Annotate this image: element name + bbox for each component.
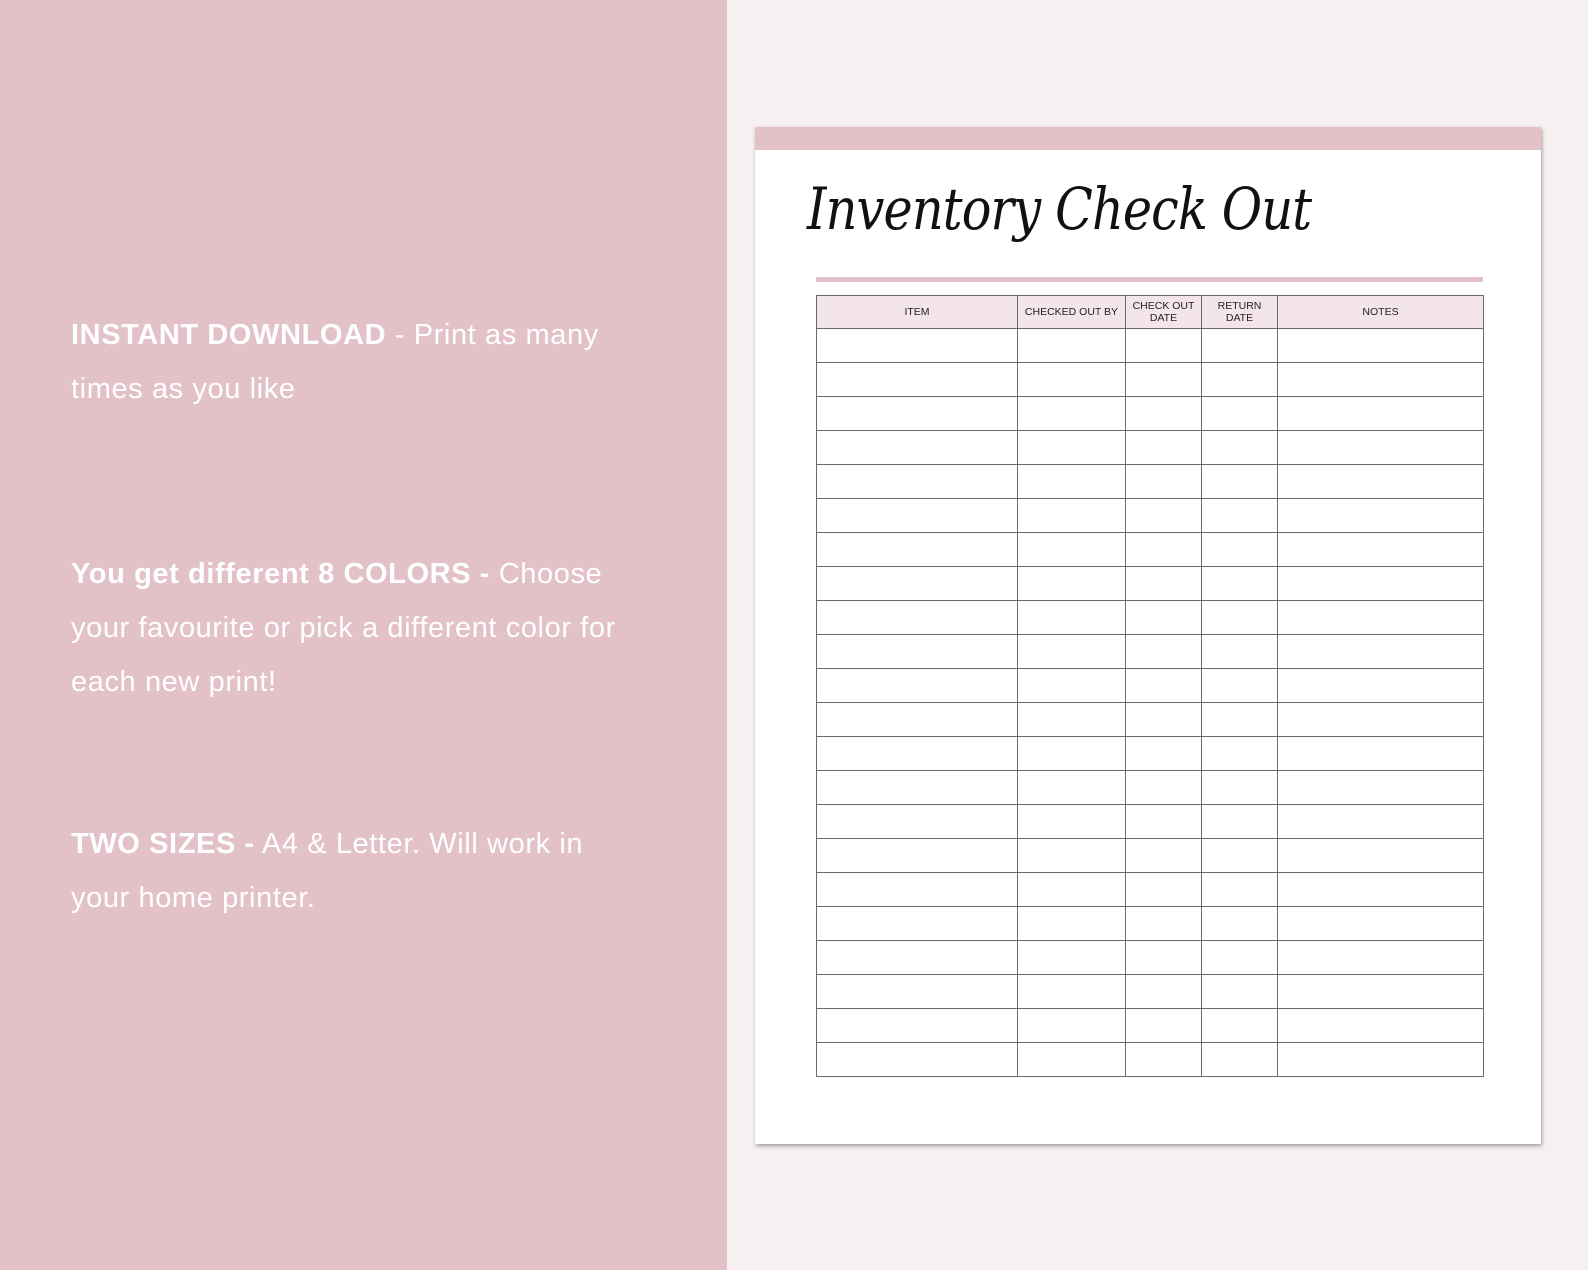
cell-item bbox=[817, 601, 1018, 635]
cell-check-out-date bbox=[1126, 669, 1202, 703]
cell-notes bbox=[1278, 839, 1484, 873]
cell-item bbox=[817, 873, 1018, 907]
cell-checked-out-by bbox=[1018, 703, 1126, 737]
cell-checked-out-by bbox=[1018, 839, 1126, 873]
cell-return-date bbox=[1202, 669, 1278, 703]
cell-checked-out-by bbox=[1018, 805, 1126, 839]
cell-check-out-date bbox=[1126, 363, 1202, 397]
cell-item bbox=[817, 669, 1018, 703]
sheet-title: Inventory Check Out bbox=[807, 175, 1312, 243]
cell-item bbox=[817, 839, 1018, 873]
cell-notes bbox=[1278, 533, 1484, 567]
cell-return-date bbox=[1202, 329, 1278, 363]
cell-notes bbox=[1278, 669, 1484, 703]
cell-checked-out-by bbox=[1018, 873, 1126, 907]
cell-checked-out-by bbox=[1018, 975, 1126, 1009]
cell-item bbox=[817, 533, 1018, 567]
column-header-check-out-date: CHECK OUT DATE bbox=[1126, 296, 1202, 329]
cell-return-date bbox=[1202, 805, 1278, 839]
table-row bbox=[817, 737, 1484, 771]
cell-check-out-date bbox=[1126, 975, 1202, 1009]
cell-check-out-date bbox=[1126, 839, 1202, 873]
cell-item bbox=[817, 975, 1018, 1009]
table-row bbox=[817, 669, 1484, 703]
cell-item bbox=[817, 1043, 1018, 1077]
cell-return-date bbox=[1202, 771, 1278, 805]
cell-checked-out-by bbox=[1018, 363, 1126, 397]
cell-return-date bbox=[1202, 397, 1278, 431]
column-header-return-date: RETURN DATE bbox=[1202, 296, 1278, 329]
cell-return-date bbox=[1202, 1009, 1278, 1043]
cell-item bbox=[817, 771, 1018, 805]
table-row bbox=[817, 601, 1484, 635]
cell-notes bbox=[1278, 771, 1484, 805]
table-row bbox=[817, 329, 1484, 363]
cell-checked-out-by bbox=[1018, 1009, 1126, 1043]
cell-checked-out-by bbox=[1018, 669, 1126, 703]
feature-text: - Print as many times as you like bbox=[71, 319, 599, 405]
cell-checked-out-by bbox=[1018, 601, 1126, 635]
cell-return-date bbox=[1202, 737, 1278, 771]
cell-notes bbox=[1278, 737, 1484, 771]
cell-check-out-date bbox=[1126, 431, 1202, 465]
cell-check-out-date bbox=[1126, 1043, 1202, 1077]
table-row bbox=[817, 1009, 1484, 1043]
cell-checked-out-by bbox=[1018, 907, 1126, 941]
cell-notes bbox=[1278, 941, 1484, 975]
cell-return-date bbox=[1202, 975, 1278, 1009]
cell-checked-out-by bbox=[1018, 941, 1126, 975]
table-row bbox=[817, 431, 1484, 465]
cell-item bbox=[817, 907, 1018, 941]
checkout-log-table bbox=[816, 295, 1484, 1077]
cell-item bbox=[817, 329, 1018, 363]
table-row bbox=[817, 635, 1484, 669]
feature-text: Choose your favourite or pick a different color for each new print! bbox=[71, 558, 616, 698]
cell-notes bbox=[1278, 431, 1484, 465]
cell-return-date bbox=[1202, 907, 1278, 941]
feature-heading: TWO SIZES - bbox=[71, 828, 255, 860]
cell-notes bbox=[1278, 567, 1484, 601]
printable-sheet bbox=[755, 127, 1541, 1144]
table-row bbox=[817, 1043, 1484, 1077]
cell-notes bbox=[1278, 465, 1484, 499]
table-row bbox=[817, 805, 1484, 839]
cell-return-date bbox=[1202, 703, 1278, 737]
cell-check-out-date bbox=[1126, 329, 1202, 363]
feature-heading: INSTANT DOWNLOAD bbox=[71, 319, 387, 351]
cell-check-out-date bbox=[1126, 941, 1202, 975]
cell-notes bbox=[1278, 1043, 1484, 1077]
table-row bbox=[817, 941, 1484, 975]
table-row bbox=[817, 499, 1484, 533]
feature-heading: You get different 8 COLORS - bbox=[71, 558, 491, 590]
title-divider bbox=[816, 277, 1483, 282]
cell-check-out-date bbox=[1126, 635, 1202, 669]
cell-notes bbox=[1278, 499, 1484, 533]
cell-return-date bbox=[1202, 1043, 1278, 1077]
cell-item bbox=[817, 737, 1018, 771]
cell-notes bbox=[1278, 601, 1484, 635]
feature-colors bbox=[71, 547, 631, 709]
cell-checked-out-by bbox=[1018, 737, 1126, 771]
feature-panel bbox=[0, 0, 727, 1270]
table-row bbox=[817, 397, 1484, 431]
cell-checked-out-by bbox=[1018, 329, 1126, 363]
cell-notes bbox=[1278, 329, 1484, 363]
table-row bbox=[817, 975, 1484, 1009]
cell-item bbox=[817, 431, 1018, 465]
cell-checked-out-by bbox=[1018, 499, 1126, 533]
cell-item bbox=[817, 499, 1018, 533]
cell-checked-out-by bbox=[1018, 533, 1126, 567]
cell-notes bbox=[1278, 635, 1484, 669]
cell-check-out-date bbox=[1126, 465, 1202, 499]
cell-check-out-date bbox=[1126, 805, 1202, 839]
cell-check-out-date bbox=[1126, 533, 1202, 567]
cell-return-date bbox=[1202, 601, 1278, 635]
column-header-checked-out-by: CHECKED OUT BY bbox=[1018, 296, 1126, 329]
table-row bbox=[817, 465, 1484, 499]
cell-notes bbox=[1278, 1009, 1484, 1043]
table-row bbox=[817, 907, 1484, 941]
cell-check-out-date bbox=[1126, 567, 1202, 601]
cell-check-out-date bbox=[1126, 907, 1202, 941]
cell-return-date bbox=[1202, 635, 1278, 669]
sheet-top-bar bbox=[755, 127, 1541, 150]
table-row bbox=[817, 873, 1484, 907]
cell-checked-out-by bbox=[1018, 771, 1126, 805]
cell-return-date bbox=[1202, 873, 1278, 907]
cell-notes bbox=[1278, 363, 1484, 397]
table-row bbox=[817, 533, 1484, 567]
cell-item bbox=[817, 805, 1018, 839]
cell-check-out-date bbox=[1126, 771, 1202, 805]
cell-return-date bbox=[1202, 431, 1278, 465]
cell-item bbox=[817, 465, 1018, 499]
cell-checked-out-by bbox=[1018, 397, 1126, 431]
cell-item bbox=[817, 703, 1018, 737]
cell-check-out-date bbox=[1126, 873, 1202, 907]
cell-notes bbox=[1278, 975, 1484, 1009]
cell-item bbox=[817, 567, 1018, 601]
cell-check-out-date bbox=[1126, 703, 1202, 737]
column-header-notes: NOTES bbox=[1278, 296, 1484, 329]
table-row bbox=[817, 567, 1484, 601]
feature-instant-download bbox=[71, 308, 631, 416]
cell-checked-out-by bbox=[1018, 567, 1126, 601]
feature-sizes bbox=[71, 817, 631, 925]
table-row bbox=[817, 703, 1484, 737]
cell-check-out-date bbox=[1126, 1009, 1202, 1043]
table-header-row bbox=[817, 296, 1484, 329]
cell-return-date bbox=[1202, 465, 1278, 499]
table-row bbox=[817, 363, 1484, 397]
cell-notes bbox=[1278, 397, 1484, 431]
cell-item bbox=[817, 1009, 1018, 1043]
feature-text: A4 & Letter. Will work in your home printer. bbox=[71, 828, 584, 914]
cell-item bbox=[817, 635, 1018, 669]
cell-checked-out-by bbox=[1018, 431, 1126, 465]
cell-notes bbox=[1278, 703, 1484, 737]
cell-return-date bbox=[1202, 941, 1278, 975]
cell-notes bbox=[1278, 805, 1484, 839]
cell-return-date bbox=[1202, 839, 1278, 873]
cell-return-date bbox=[1202, 499, 1278, 533]
table-body bbox=[817, 329, 1484, 1077]
cell-return-date bbox=[1202, 567, 1278, 601]
cell-item bbox=[817, 397, 1018, 431]
column-header-item: ITEM bbox=[817, 296, 1018, 329]
cell-checked-out-by bbox=[1018, 465, 1126, 499]
cell-check-out-date bbox=[1126, 397, 1202, 431]
cell-notes bbox=[1278, 907, 1484, 941]
cell-check-out-date bbox=[1126, 737, 1202, 771]
cell-item bbox=[817, 941, 1018, 975]
cell-check-out-date bbox=[1126, 601, 1202, 635]
cell-check-out-date bbox=[1126, 499, 1202, 533]
cell-item bbox=[817, 363, 1018, 397]
cell-checked-out-by bbox=[1018, 1043, 1126, 1077]
table-row bbox=[817, 771, 1484, 805]
cell-checked-out-by bbox=[1018, 635, 1126, 669]
cell-notes bbox=[1278, 873, 1484, 907]
cell-return-date bbox=[1202, 363, 1278, 397]
cell-return-date bbox=[1202, 533, 1278, 567]
table-row bbox=[817, 839, 1484, 873]
